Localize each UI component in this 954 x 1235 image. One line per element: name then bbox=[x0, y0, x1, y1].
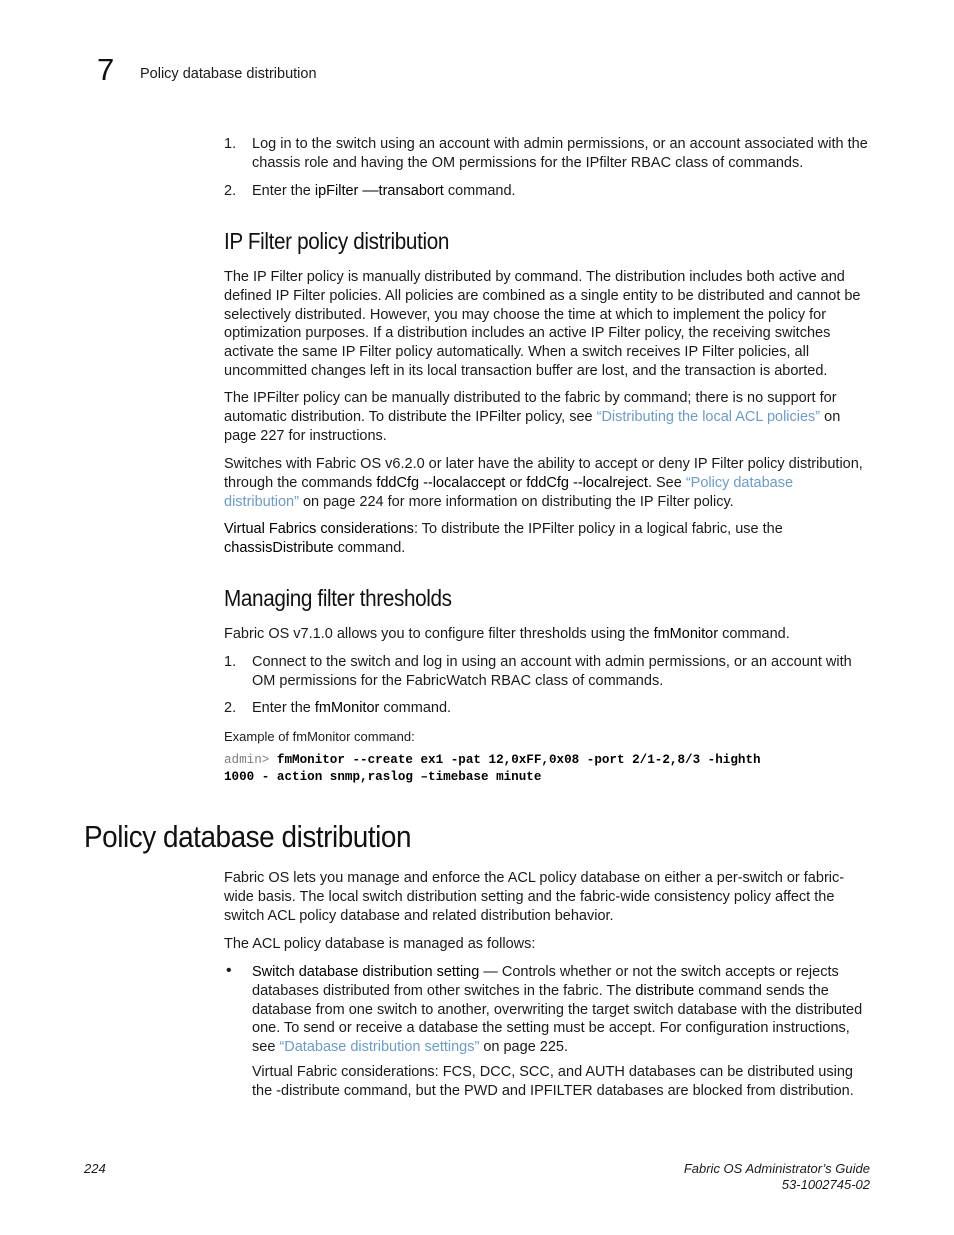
command-text: ipFilter ––transabort bbox=[314, 183, 444, 199]
chapter-title: Policy database distribution bbox=[140, 66, 317, 82]
command-text: fmMonitor bbox=[314, 700, 380, 716]
command-text: chassisDistribute bbox=[224, 539, 334, 556]
list-item bbox=[224, 135, 869, 173]
step-number: 2. bbox=[224, 700, 237, 716]
paragraph: The ACL policy database is managed as follows: bbox=[224, 936, 536, 952]
code-line: 1000 - action snmp,raslog –timebase minute bbox=[224, 769, 542, 784]
list-item bbox=[224, 653, 869, 691]
footer-doc-info bbox=[684, 1161, 870, 1193]
paragraph: The IPFilter policy can be manually distributed to the fabric by command; there is no support for automatic distribution. To distribute the IPFilter policy, see “Distributing the local ACL policies” on page 227 for instructions. bbox=[224, 390, 841, 444]
code-example bbox=[224, 752, 761, 785]
command-text: fddCfg --localaccept bbox=[376, 474, 506, 491]
xref-link[interactable]: “Distributing the local ACL policies” bbox=[596, 408, 821, 425]
command-text: fmMonitor bbox=[653, 626, 719, 642]
label-text: Virtual Fabrics considerations bbox=[224, 521, 414, 537]
command-text: distribute bbox=[635, 982, 695, 999]
step-number: 1. bbox=[224, 654, 237, 670]
bullet-icon: • bbox=[226, 962, 232, 979]
paragraph: Virtual Fabrics considerations: To distribute the IPFilter policy in a logical fabric, use the chassisDistribute command. bbox=[224, 521, 783, 556]
step-text: Log in to the switch using an account with admin permissions, or an account associated with the chassis role and having the OM permissions for the IPfilter RBAC class of commands. bbox=[252, 136, 868, 171]
section-heading-thresholds: Managing filter thresholds bbox=[224, 585, 452, 611]
step-text: Enter the ipFilter ––transabort command. bbox=[252, 183, 516, 199]
section-heading-ip-filter: IP Filter policy distribution bbox=[224, 228, 450, 254]
xref-link[interactable]: “Policy database distribution” bbox=[224, 474, 794, 510]
paragraph: The IP Filter policy is manually distributed by command. The distribution includes both active and defined IP Filter policies. All policies are combined as a single entity to be distributed and cannot be selectively distributed. However, you may choose the time at which to implement the policy for optimization purposes. If a distribution includes an active IP Filter policy, the receiving switches activate the same IP Filter policy automatically. When a switch receives IP Filter policies, all uncommitted changes left in its local transaction buffer are lost, and the transaction is aborted. bbox=[224, 269, 861, 379]
example-label: Example of fmMonitor command: bbox=[224, 729, 415, 744]
paragraph: Fabric OS lets you manage and enforce the ACL policy database on either a per-switch or fabric-wide basis. The local switch distribution setting and the fabric-wide consistency policy affect the switch ACL policy database and related distribution behavior. bbox=[224, 870, 845, 924]
code-line: fmMonitor --create ex1 -pat 12,0xFF,0x08 -port 2/1-2,8/3 -highth bbox=[276, 753, 761, 767]
list-item bbox=[224, 963, 869, 1101]
chapter-number: 7 bbox=[97, 52, 115, 87]
paragraph: Fabric OS v7.1.0 allows you to configure filter thresholds using the fmMonitor command. bbox=[224, 626, 790, 642]
list-item bbox=[224, 182, 869, 201]
paragraph: Switches with Fabric OS v6.2.0 or later have the ability to accept or deny IP Filter policy distribution, through the commands fddCfg --localaccept or fddCfg --localreject. See “Policy database distribution” on page 224 for more information on distributing the IP Filter policy. bbox=[224, 456, 863, 510]
bullet-note: Virtual Fabric considerations: FCS, DCC, SCC, and AUTH databases can be distributed using the -distribute command, but the PWD and IPFILTER databases are blocked from distribution. bbox=[252, 1063, 854, 1099]
step-text: Enter the fmMonitor command. bbox=[252, 700, 452, 716]
command-text: fddCfg --localreject bbox=[526, 474, 648, 491]
bullet-text: Switch database distribution setting — Controls whether or not the switch accepts or rejects databases distributed from other switches in the fabric. The distribute command sends the database from one switch to another, overwriting the target switch database with the distributed one. To send or receive a database the setting must be accept. For configuration instructions, see “Database distribution settings” on page 225. bbox=[252, 964, 863, 1056]
list-item bbox=[224, 699, 869, 718]
label-text: Switch database distribution setting bbox=[252, 964, 480, 980]
doc-number: 53-1002745-02 bbox=[781, 1177, 870, 1192]
step-number: 2. bbox=[224, 183, 237, 199]
guide-title: Fabric OS Administrator’s Guide bbox=[683, 1161, 870, 1176]
page-number: 224 bbox=[84, 1161, 106, 1176]
step-text: Connect to the switch and log in using an account with admin permissions, or an account with OM permissions for the FabricWatch RBAC class of commands. bbox=[252, 654, 852, 689]
step-number: 1. bbox=[224, 136, 237, 152]
code-prompt: admin> bbox=[224, 753, 277, 767]
page-section-heading: Policy database distribution bbox=[84, 819, 412, 854]
xref-link[interactable]: “Database distribution settings” bbox=[279, 1039, 480, 1056]
